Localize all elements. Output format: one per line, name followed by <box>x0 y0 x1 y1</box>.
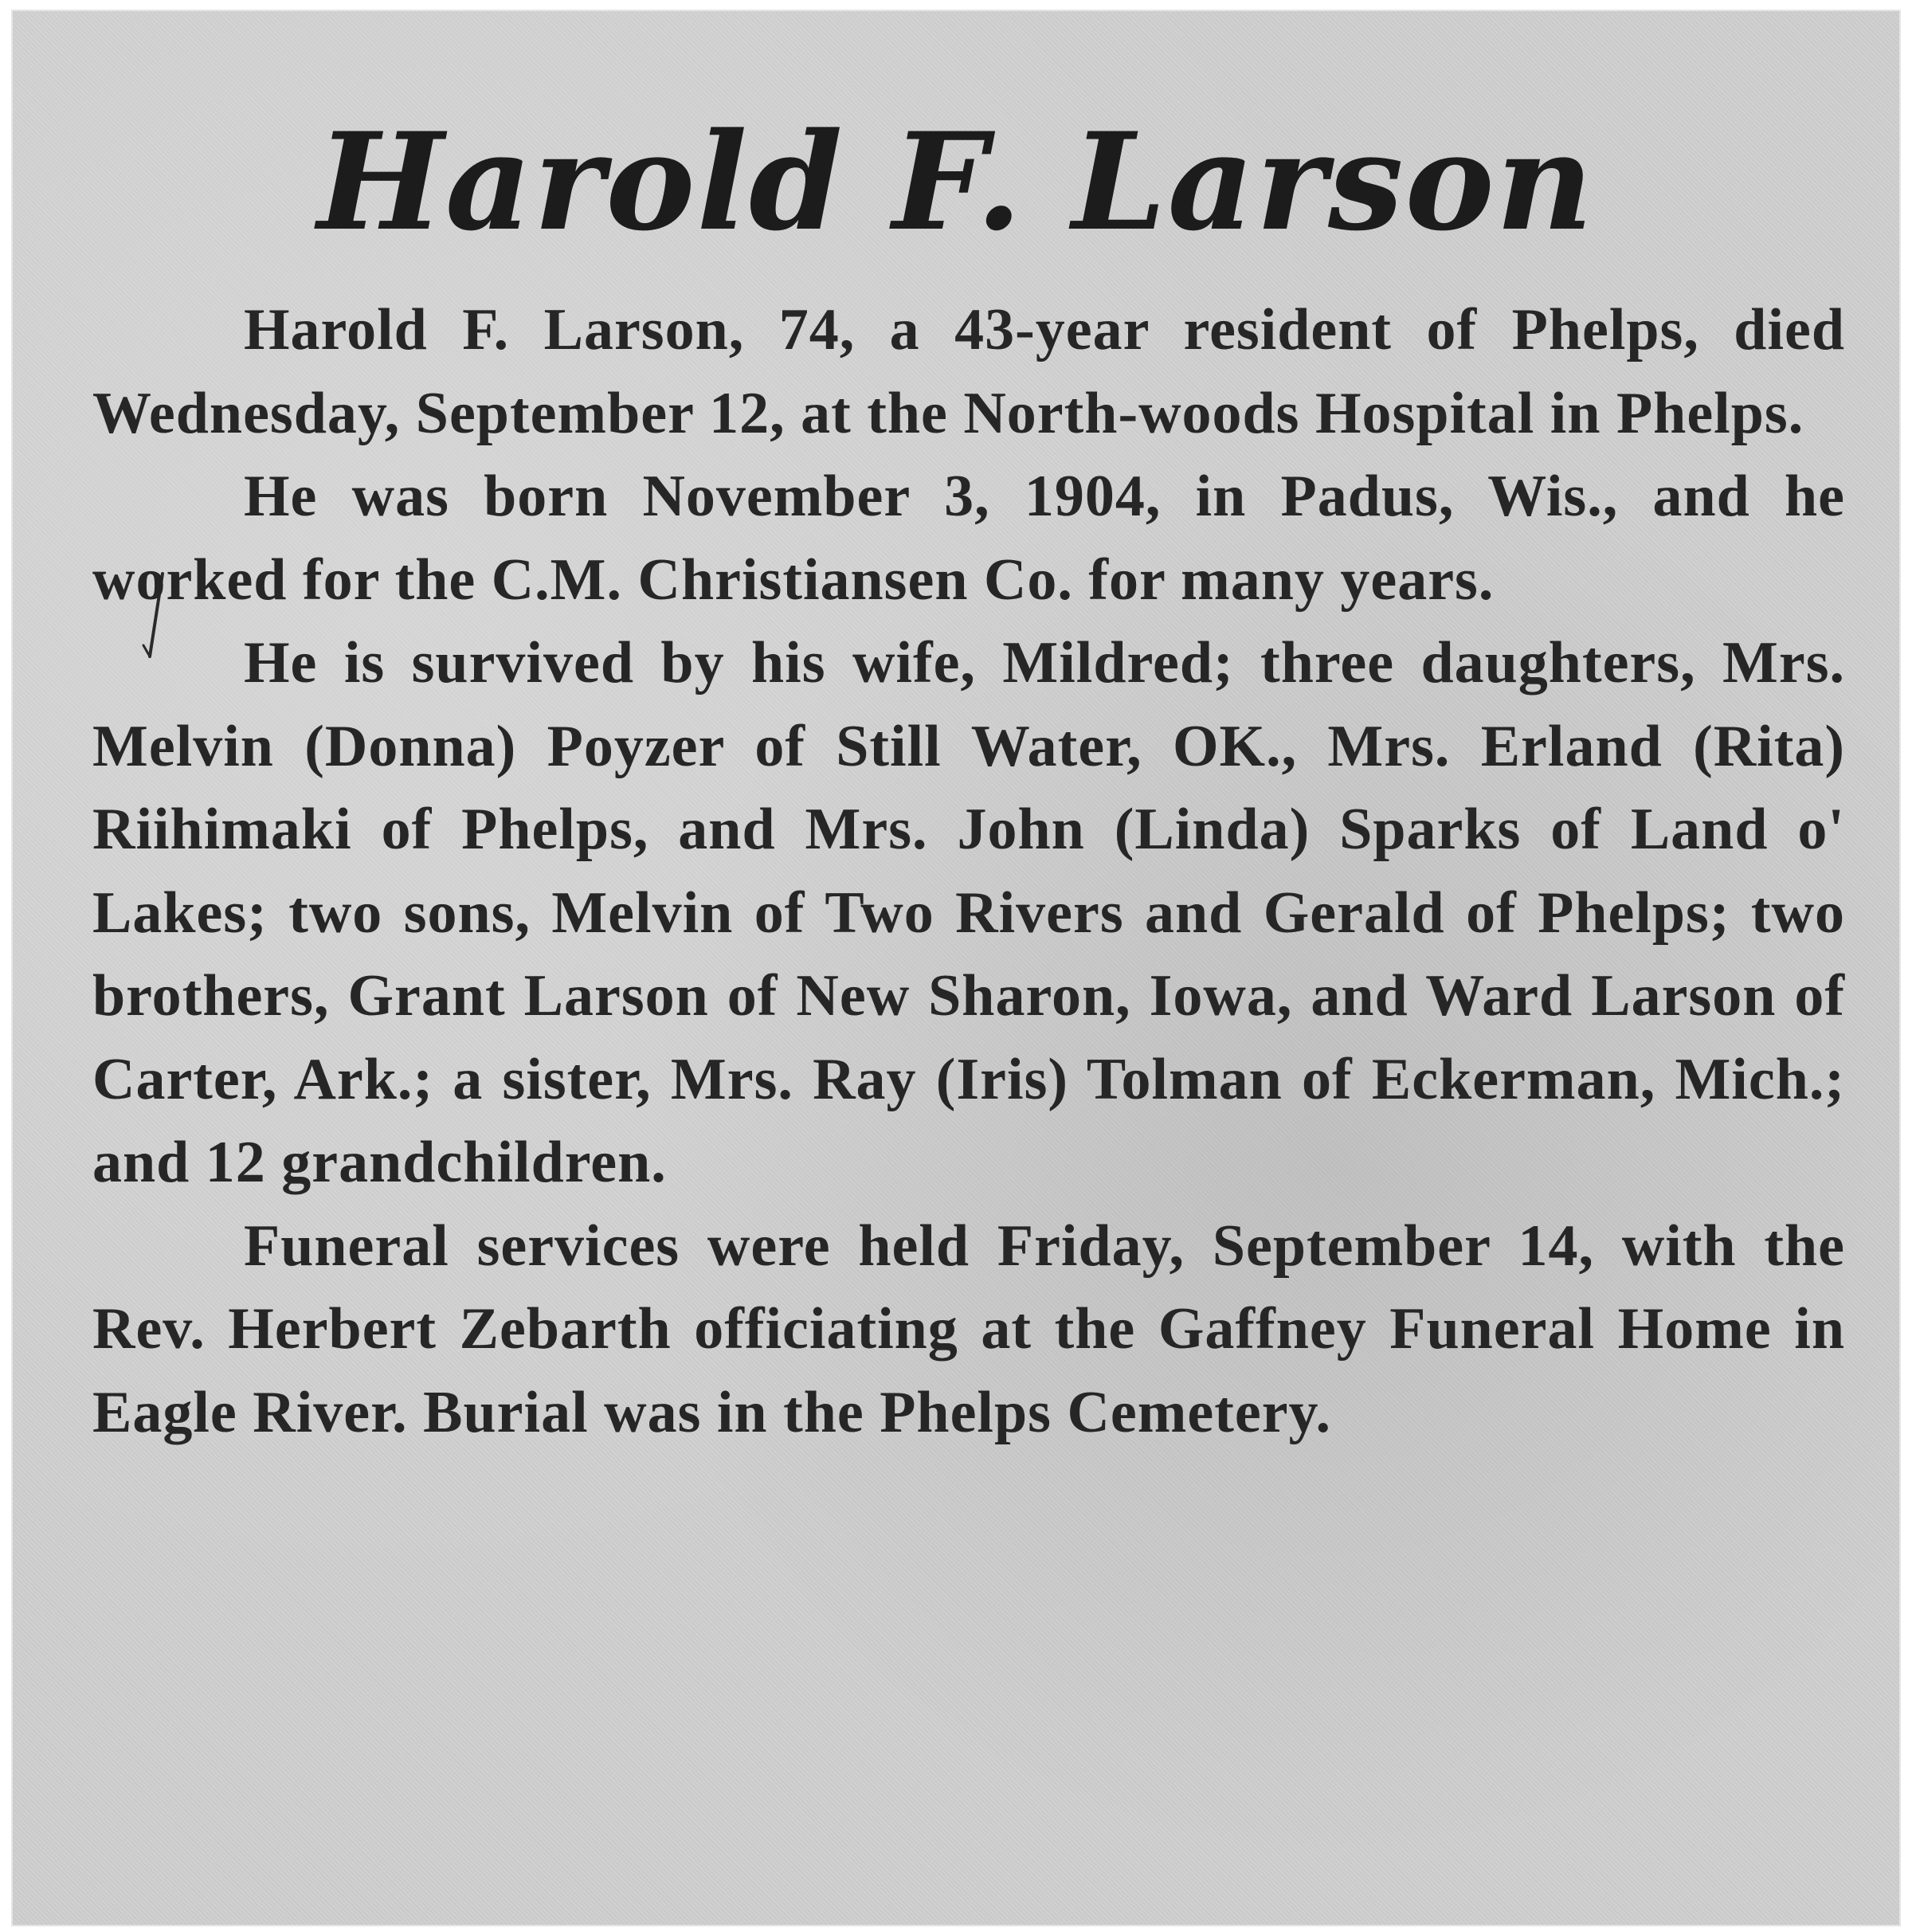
paragraph-birth-and-work: He was born November 3, 1904, in Padus, Wis., and he worked for the C.M. Christiansen Co. for many years. <box>92 464 1845 613</box>
obituary-headline: Harold F. Larson <box>317 103 1595 261</box>
obituary-clipping <box>13 11 1899 1925</box>
paragraph-funeral-services: Funeral services were held Friday, September 14, with the Rev. Herbert Zebarth officiating at the Gaffney Funeral Home in Eagle River. Burial was in the Phelps Cemetery. <box>92 1213 1845 1445</box>
obituary-body <box>92 288 1845 1454</box>
paragraph-survivors: He is survived by his wife, Mildred; three daughters, Mrs. Melvin (Donna) Poyzer of Still Water, OK., Mrs. Erland (Rita) Riihimaki of Phelps, and Mrs. John (Linda) Sparks of Land o' Lakes; two sons, Melvin of Two Rivers and Gerald of Phelps; two brothers, Grant Larson of New Sharon, Iowa, and Ward Larson of Carter, Ark.; a sister, Mrs. Ray (Iris) Tolman of Eckerman, Mich.; and 12 grandchildren. <box>92 630 1845 1195</box>
paragraph-death-notice: Harold F. Larson, 74, a 43-year resident of Phelps, died Wednesday, September 12, at the North-woods Hospital in Phelps. <box>92 297 1845 446</box>
